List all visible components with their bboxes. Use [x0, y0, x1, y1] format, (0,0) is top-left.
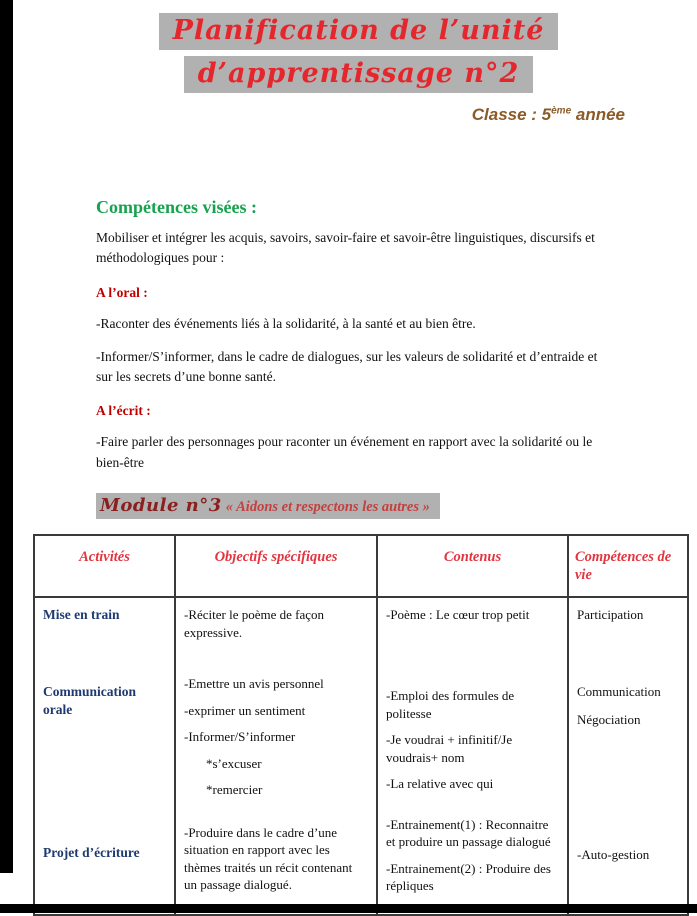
page-title-line2: d’apprentissage n°2 — [184, 56, 534, 93]
contenu-item: -Entrainement(1) : Reconnaitre et produire un passage dialogué — [386, 816, 551, 850]
objectif-item: -Produire dans le cadre d’une situation en rapport avec les thèmes traités un récit contenant un passage dialogué. — [184, 824, 353, 893]
header-competences: Compétences de vie — [568, 535, 688, 597]
activity-cell: Projet d’écriture — [34, 808, 175, 915]
competence-item: Participation — [577, 607, 644, 623]
contenu-item: -Je voudrai + infinitif/Je voudrais+ nom — [386, 732, 513, 765]
competence-item: -Auto-gestion — [577, 846, 650, 862]
oral-heading: A l’oral : — [96, 284, 148, 300]
contenus-cell — [377, 808, 568, 915]
classe-superscript: ème — [551, 105, 572, 117]
objectif-item: -Réciter le poème de façon expressive. — [184, 607, 325, 640]
contenu-item: -Emploi des formules de politesse — [386, 688, 515, 721]
classe-suffix: année — [571, 105, 625, 125]
table-row — [34, 597, 688, 667]
module-label: Module n°3 — [100, 494, 222, 516]
table-row — [34, 667, 688, 808]
objectif-item: -exprimer un sentiment — [184, 702, 306, 718]
page-title-line1: Planification de l’unité — [159, 13, 559, 50]
contenus-cell — [377, 667, 568, 808]
competence-item: Communication — [577, 684, 661, 700]
contenu-item: -Poème : Le cœur trop petit — [386, 607, 530, 623]
ecrit-point: -Faire parler des personnages pour raconter un événement en rapport avec la solidarité ou le bien-être — [96, 434, 593, 470]
objectifs-cell — [175, 597, 377, 667]
module-quote: « Aidons et respectons les autres » — [225, 498, 430, 515]
classe-prefix: Classe : 5 — [471, 105, 552, 125]
activity-cell: Mise en train — [34, 597, 175, 667]
intro-paragraph: Mobiliser et intégrer les acquis, savoirs, savoir-faire et savoir-être linguistiques, discursifs et méthodologiques pour : — [96, 230, 595, 266]
classe-line — [0, 105, 697, 125]
objectifs-cell — [175, 808, 377, 915]
competences-cell — [568, 667, 688, 808]
objectif-item: -Emettre un avis personnel — [184, 676, 324, 692]
bottom-black-bar — [0, 904, 697, 913]
objectif-subitem: *remercier — [206, 782, 263, 798]
competences-cell — [568, 597, 688, 667]
ecrit-heading: A l’écrit : — [96, 403, 151, 419]
contenu-item: -La relative avec qui — [386, 776, 494, 792]
objectifs-cell — [175, 667, 377, 808]
competences-cell — [568, 808, 688, 915]
table-header-row — [34, 535, 688, 597]
title-block — [0, 0, 697, 93]
contenu-item: -Entrainement(2) : Produire des répliques — [386, 860, 551, 894]
contenus-cell — [377, 597, 568, 667]
header-objectifs: Objectifs spécifiques — [175, 535, 377, 597]
header-contenus: Contenus — [377, 535, 568, 597]
objectif-subitem: *s’excuser — [206, 755, 262, 771]
competence-item: Négociation — [577, 711, 641, 727]
oral-point: -Informer/S’informer, dans le cadre de dialogues, sur les valeurs de solidarité et d’entraide et sur les secrets d’une bonne santé. — [96, 348, 598, 385]
activity-cell: Communication orale — [34, 667, 175, 808]
oral-point: -Raconter des événements liés à la solidarité, à la santé et au bien être. — [96, 315, 476, 331]
planning-table — [33, 534, 689, 916]
body-content — [0, 197, 697, 473]
table-row — [34, 808, 688, 915]
objectif-item: -Informer/S’informer — [184, 729, 296, 745]
module-line — [96, 493, 697, 519]
planning-table-wrap — [33, 534, 697, 916]
header-activites: Activités — [34, 535, 175, 597]
module-highlight — [96, 493, 440, 519]
left-black-strip — [0, 0, 13, 873]
competences-heading: Compétences visées : — [96, 197, 257, 218]
